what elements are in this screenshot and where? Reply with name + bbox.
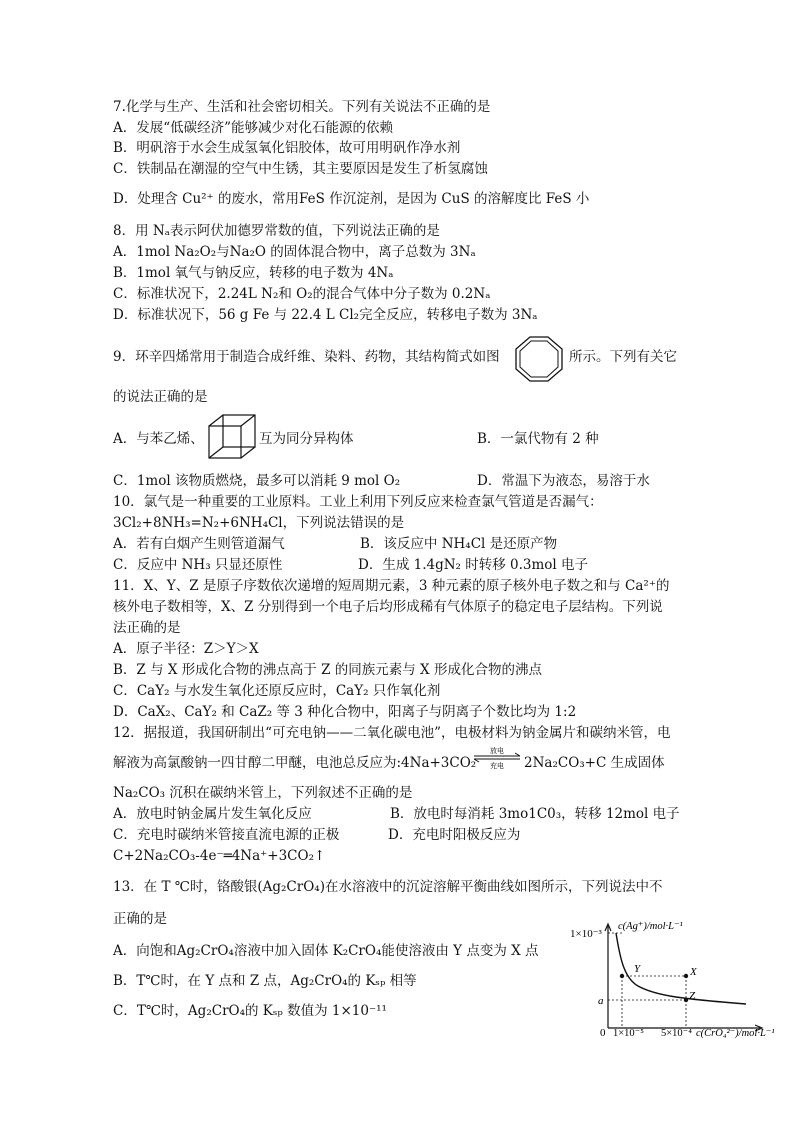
q8-stem: 8．用 Nₐ表示阿伏加德罗常数的值，下列说法正确的是 — [113, 223, 440, 239]
solubility-curve-chart — [568, 918, 792, 1040]
cyclooctatetraene-structure — [512, 334, 566, 384]
x-axis-label: c(CrO₄²⁻)/mol·L⁻¹ — [696, 1028, 775, 1039]
q12-option-c: C．充电时碳纳米管接直流电源的正极 — [113, 827, 340, 843]
cubane-structure — [206, 412, 260, 460]
q10-equation: 3Cl₂+8NH₃=N₂+6NH₄Cl，下列说法错误的是 — [113, 515, 405, 531]
x-tick-1: 1×10⁻⁵ — [613, 1028, 644, 1039]
q13-option-a: A．向饱和Ag₂CrO₄溶液中加入固体 K₂CrO₄能使溶液由 Y 点变为 X 点 — [113, 943, 539, 959]
reversible-reaction-arrow — [472, 746, 522, 770]
y-axis-label: c(Ag⁺)/mol·L⁻¹ — [618, 921, 683, 932]
q12-option-d: D．充电时阳极反应为 — [388, 827, 521, 843]
q9-option-a-part1: A．与苯乙烯、 — [113, 431, 204, 447]
q10-option-a: A．若有白烟产生则管道漏气 — [113, 536, 285, 552]
q8-option-d: D．标准状况下，56 g Fe 与 22.4 L Cl₂完全反应，转移电子数为 3Nₐ — [113, 307, 538, 323]
point-z-label: Z — [689, 990, 696, 1002]
q9-stem-part3: 的说法正确的是 — [113, 389, 208, 405]
q11-stem-line2: 核外电子数相等，X、Z 分别得到一个电子后均形成稀有气体原子的稳定电子层结构。下列说 — [113, 599, 663, 615]
q11-option-c: C．CaY₂ 与水发生氧化还原反应时，CaY₂ 只作氧化剂 — [113, 683, 441, 699]
q11-option-b: B．Z 与 X 形成化合物的沸点高于 Z 的同族元素与 X 形成化合物的沸点 — [113, 662, 542, 678]
q12-stem-line1: 12．据报道，我国研制出“可充电钠——二氧化碳电池”，电极材料为钠金属片和碳纳米管，电 — [113, 725, 671, 741]
q12-option-a: A．放电时钠金属片发生氧化反应 — [113, 806, 312, 822]
y-tick-a: a — [598, 995, 604, 1007]
point-y — [620, 974, 624, 978]
point-x-label: X — [690, 966, 697, 978]
arrow-label-discharge: 放电 — [490, 747, 504, 755]
q12-stem-line2a: 解液为高氯酸钠一四甘醇二甲醚，电池总反应为:4Na+3CO₂ — [113, 755, 477, 771]
point-y-label: Y — [634, 963, 641, 975]
q9-option-b: B．一氯代物有 2 种 — [477, 431, 599, 447]
q7-option-a: A．发展“低碳经济”能够减少对化石能源的依赖 — [113, 120, 394, 136]
q7-stem: 7.化学与生产、生活和社会密切相关。下列有关说法不正确的是 — [113, 99, 491, 115]
q9-option-c: C．1mol 该物质燃烧，最多可以消耗 9 mol O₂ — [113, 473, 401, 489]
q13-stem-line2: 正确的是 — [113, 911, 167, 927]
q11-stem-line1: 11．X、Y、Z 是原子序数依次递增的短周期元素，3 种元素的原子核外电子数之和与 Ca²⁺的 — [113, 578, 670, 594]
q8-option-a: A．1mol Na₂O₂与Na₂O 的固体混合物中，离子总数为 3Nₐ — [113, 244, 476, 260]
y-tick-top: 1×10⁻³ — [570, 928, 602, 940]
q9-stem-part2: 所示。下列有关它 — [569, 349, 677, 365]
q9-option-d: D．常温下为液态，易溶于水 — [477, 473, 650, 489]
q12-stem-line2b: 2Na₂CO₃+C 生成固体 — [524, 755, 665, 771]
q13-stem-line1: 13．在 T ℃时，铬酸银(Ag₂CrO₄)在水溶液中的沉淀溶解平衡曲线如图所示，下列说法中不 — [113, 879, 663, 895]
q9-option-a-part2: 互为同分异构体 — [259, 431, 354, 447]
q11-option-d: D．CaX₂、CaY₂ 和 CaZ₂ 等 3 种化合物中，阳离子与阴离子个数比均为 1:2 — [113, 704, 577, 720]
q12-stem-line3: Na₂CO₃ 沉积在碳纳米管上，下列叙述不正确的是 — [113, 785, 413, 801]
q11-stem-line3: 法正确的是 — [113, 620, 181, 636]
q10-option-d: D．生成 1.4gN₂ 时转移 0.3mol 电子 — [358, 557, 589, 573]
q10-stem: 10．氯气是一种重要的工业原料。工业上利用下列反应来检查氯气管道是否漏气： — [113, 494, 603, 510]
q12-option-d-equation: C+2Na₂CO₃-4e⁻═4Na⁺+3CO₂↑ — [113, 848, 326, 864]
x-tick-2: 5×10⁻⁴ — [661, 1028, 692, 1039]
q8-option-c: C．标准状况下，2.24L N₂和 O₂的混合气体中分子数为 0.2Nₐ — [113, 286, 491, 302]
point-z — [684, 998, 688, 1002]
q7-option-d: D．处理含 Cu²⁺ 的废水，常用FeS 作沉淀剂，是因为 CuS 的溶解度比 FeS 小 — [113, 191, 590, 207]
q7-option-c: C．铁制品在潮湿的空气中生锈，其主要原因是发生了析氢腐蚀 — [113, 161, 488, 177]
origin-label: 0 — [600, 1027, 606, 1039]
q10-option-c: C．反应中 NH₃ 只显还原性 — [113, 557, 283, 573]
q11-option-a: A．原子半径：Z＞Y＞X — [113, 641, 259, 657]
q8-option-b: B．1mol 氧气与钠反应，转移的电子数为 4Nₐ — [113, 265, 394, 281]
q9-stem-part1: 9．环辛四烯常用于制造合成纤维、染料、药物，其结构简式如图 — [113, 349, 500, 365]
q13-option-b: B．T℃时，在 Y 点和 Z 点，Ag₂CrO₄的 Kₛₚ 相等 — [113, 973, 417, 989]
q7-option-b: B．明矾溶于水会生成氢氧化铝胶体，故可用明矾作净水剂 — [113, 140, 461, 156]
q13-option-c: C．T℃时，Ag₂CrO₄的 Kₛₚ 数值为 1×10⁻¹¹ — [113, 1003, 387, 1019]
arrow-label-charge: 充电 — [490, 762, 504, 770]
q10-option-b: B．该反应中 NH₄Cl 是还原产物 — [360, 536, 558, 552]
q12-option-b: B．放电时每消耗 3mo1C0₃，转移 12mol 电子 — [390, 806, 680, 822]
point-x — [684, 974, 688, 978]
